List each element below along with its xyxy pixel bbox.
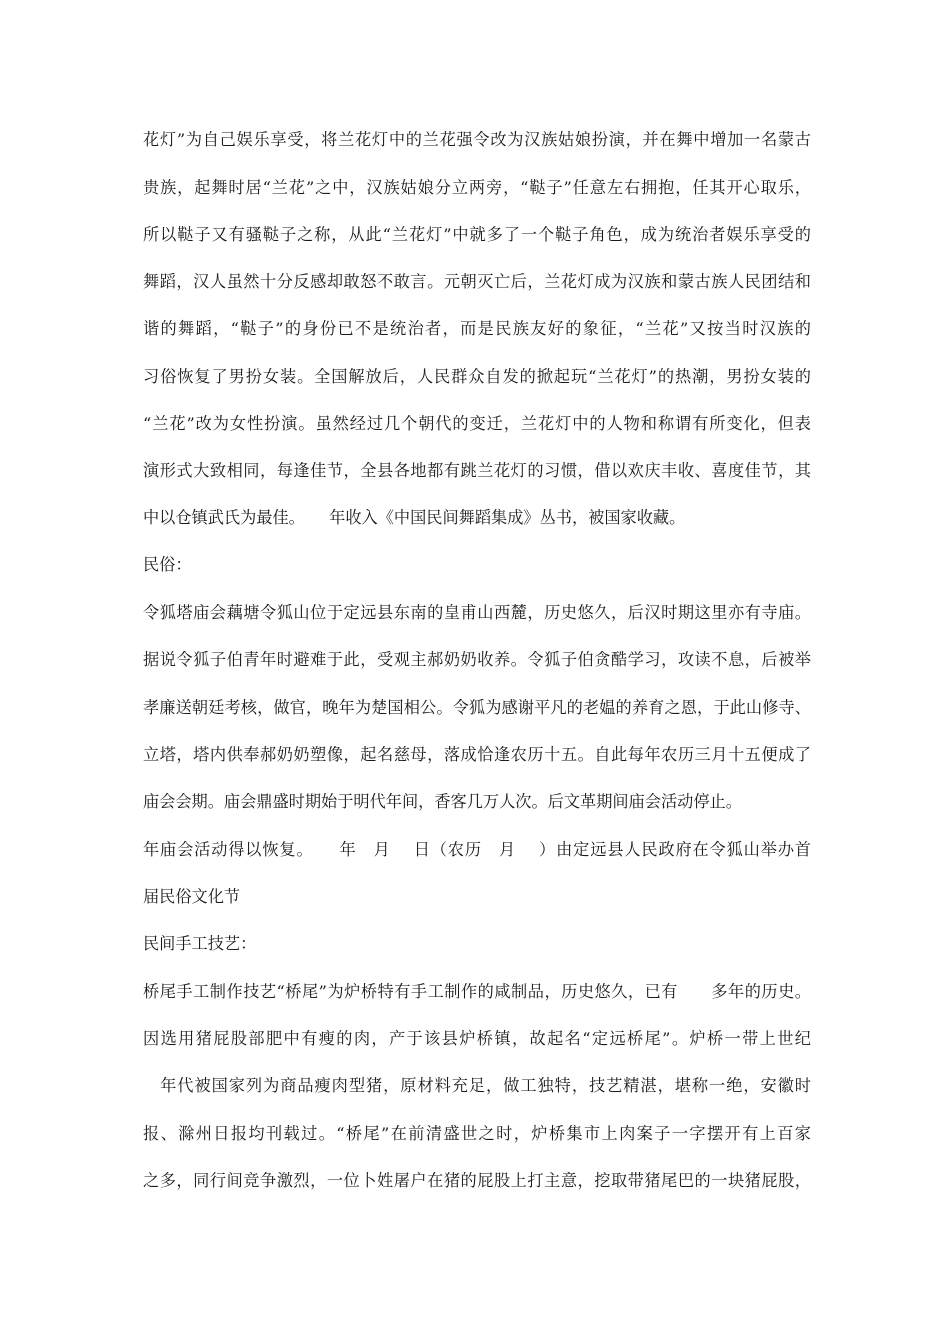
text-line: 年代被国家列为商品瘦肉型猪，原材料充足，做工独特，技艺精湛，堪称一绝，安徽时 <box>143 1076 811 1095</box>
text-line: 花灯”为自己娱乐享受，将兰花灯中的兰花强令改为汉族姑娘扮演，并在舞中增加一名蒙古 <box>143 130 811 149</box>
section-heading-handicraft: 民间手工技艺： <box>143 934 257 953</box>
text-line: 报、滁州日报均刊载过。“桥尾”在前清盛世之时，炉桥集市上肉案子一字摆开有上百家 <box>143 1124 811 1143</box>
text-line: 中以仓镇武氏为最佳。 年收入《中国民间舞蹈集成》丛书，被国家收藏。 <box>143 508 686 527</box>
text-line: 届民俗文化节 <box>143 887 241 906</box>
section-heading-folk-customs: 民俗： <box>143 555 192 574</box>
text-line: 之多，同行间竞争激烈，一位卜姓屠户在猪的屁股上打主意，挖取带猪尾巴的一块猪屁股， <box>143 1171 811 1190</box>
text-line: 立塔，塔内供奉郝奶奶塑像，起名慈母，落成恰逢农历十五。自此每年农历三月十五便成了 <box>143 745 811 764</box>
text-line: 所以鞑子又有骚鞑子之称，从此“兰花灯”中就多了一个鞑子角色，成为统治者娱乐享受的 <box>143 225 811 244</box>
text-line: 孝廉送朝廷考核，做官，晚年为楚国相公。令狐为感谢平凡的老媪的养育之恩，于此山修寺、 <box>143 698 811 717</box>
text-line: 年庙会活动得以恢复。 年 月 日（农历 月 ）由定远县人民政府在令狐山举办首 <box>143 840 811 859</box>
text-line: 舞蹈，汉人虽然十分反感却敢怒不敢言。元朝灭亡后，兰花灯成为汉族和蒙古族人民团结和 <box>143 272 811 291</box>
text-line: 习俗恢复了男扮女装。全国解放后，人民群众自发的掀起玩“兰花灯”的热潮，男扮女装的 <box>143 367 811 386</box>
text-line: 演形式大致相同，每逢佳节，全县各地都有跳兰花灯的习惯，借以欢庆丰收、喜度佳节，其 <box>143 461 811 480</box>
text-line: 贵族，起舞时居“兰花”之中，汉族姑娘分立两旁，“鞑子”任意左右拥抱，任其开心取乐， <box>143 178 811 197</box>
text-line: 谐的舞蹈，“鞑子”的身份已不是统治者，而是民族友好的象征，“兰花”又按当时汉族的 <box>143 319 811 338</box>
text-line: 令狐塔庙会藕塘令狐山位于定远县东南的皇甫山西麓，历史悠久，后汉时期这里亦有寺庙。 <box>143 603 811 622</box>
text-line: 庙会会期。庙会鼎盛时期始于明代年间，香客几万人次。后文革期间庙会活动停止。 <box>143 792 742 811</box>
text-line: 据说令狐子伯青年时避难于此，受观主郝奶奶收养。令狐子伯贪酷学习，攻读不息，后被举 <box>143 650 811 669</box>
text-line: 因选用猪屁股部肥中有瘦的肉，产于该县炉桥镇，故起名“定远桥尾”。炉桥一带上世纪 <box>143 1029 811 1048</box>
text-line: 桥尾手工制作技艺“桥尾”为炉桥特有手工制作的咸制品，历史悠久，已有 多年的历史。 <box>143 982 811 1001</box>
text-line: “兰花”改为女性扮演。虽然经过几个朝代的变迁，兰花灯中的人物和称谓有所变化，但表 <box>143 414 811 433</box>
